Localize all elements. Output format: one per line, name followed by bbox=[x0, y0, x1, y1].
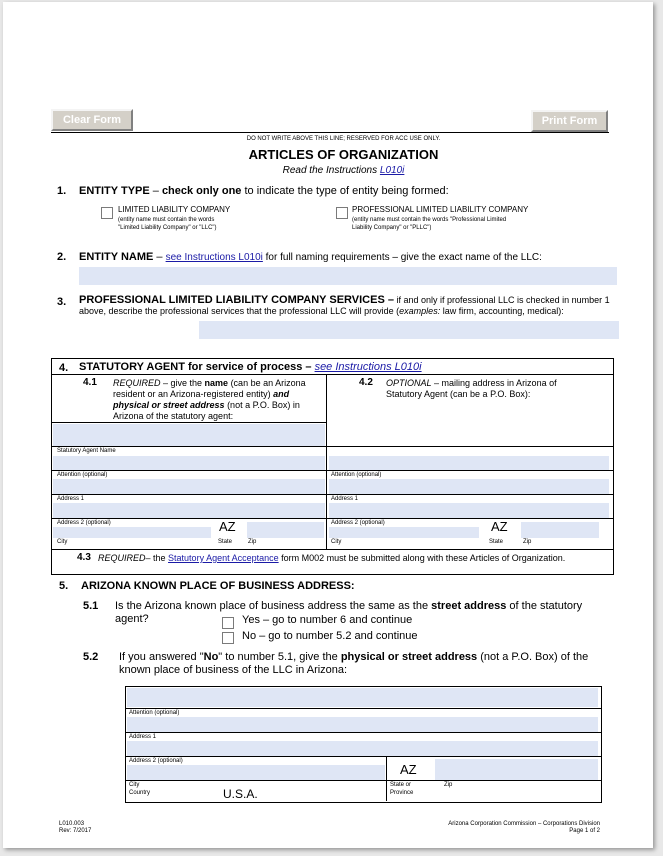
mailing-address1-input[interactable] bbox=[329, 503, 609, 518]
section-5-number: 5. bbox=[59, 580, 69, 592]
section-3-number: 3. bbox=[57, 296, 67, 308]
business-country-value: U.S.A. bbox=[223, 787, 258, 801]
pllc-option-note: (entity name must contain the words "Professional Limited Liability Company" or "PLLC") bbox=[352, 217, 507, 231]
no-checkbox[interactable] bbox=[222, 632, 234, 644]
entity-name-input[interactable] bbox=[79, 267, 617, 285]
pllc-option-title: PROFESSIONAL LIMITED LIABILITY COMPANY bbox=[352, 205, 529, 214]
mailing-zip-label: Zip bbox=[523, 539, 532, 545]
agent-address2-label: Address 2 (optional) bbox=[57, 520, 111, 526]
item-4-3-number: 4.3 bbox=[77, 552, 91, 563]
agent-zip-label: Zip bbox=[248, 539, 257, 545]
rule bbox=[51, 446, 613, 447]
mailing-name-input[interactable] bbox=[329, 456, 609, 470]
business-attention-input[interactable] bbox=[127, 717, 598, 732]
llc-checkbox[interactable] bbox=[101, 207, 113, 219]
mailing-attention-input[interactable] bbox=[329, 479, 609, 494]
professional-services-input[interactable] bbox=[199, 321, 619, 339]
rule bbox=[125, 756, 601, 757]
agent-name-input[interactable] bbox=[53, 424, 325, 446]
page-subtitle: Read the Instructions L010i bbox=[282, 165, 405, 176]
mailing-state-value: AZ bbox=[491, 519, 508, 534]
item-5-1-number: 5.1 bbox=[83, 600, 99, 612]
section-4-number: 4. bbox=[59, 362, 69, 374]
business-address1-input[interactable] bbox=[127, 741, 598, 756]
item-5-1-question: Is the Arizona known place of business address the same as the street address of the statutory agent? bbox=[115, 600, 583, 625]
business-address2-input[interactable] bbox=[127, 765, 385, 780]
instructions-link[interactable]: L010i bbox=[379, 165, 405, 176]
item-5-2-question: If you answered "No" to number 5.1, give the physical or street address (not a P.O. Box) of the known place of business of the LLC in Arizona: bbox=[119, 651, 589, 676]
agent-name-input-2[interactable] bbox=[53, 456, 325, 470]
item-5-2-number: 5.2 bbox=[83, 651, 99, 663]
section-1-heading: ENTITY TYPE – check only one to indicate the type of entity being formed: bbox=[79, 185, 449, 197]
mailing-city-label: City bbox=[331, 539, 342, 545]
section-4-header-rule bbox=[51, 374, 613, 375]
yes-option-label: Yes – go to number 6 and continue bbox=[242, 614, 413, 626]
item-4-3-text: REQUIRED– the Statutory Agent Acceptance form M002 must be submitted along with these Articles of Organization. bbox=[98, 553, 566, 563]
item-4-2-number: 4.2 bbox=[359, 377, 373, 388]
section-2-number: 2. bbox=[57, 251, 67, 263]
mailing-address1-label: Address 1 bbox=[331, 496, 359, 502]
rule bbox=[51, 422, 326, 423]
section-4-heading: STATUTORY AGENT for service of process – see Instructions L010i bbox=[79, 361, 422, 373]
section-1-number: 1. bbox=[57, 185, 67, 197]
item-4-1-number: 4.1 bbox=[83, 377, 97, 388]
item-4-1-text: REQUIRED – give the name (can be an Arizona resident or an Arizona-registered entity) and physical or street address (not a P.O. Box) in Arizona of the statutory agent: bbox=[113, 378, 306, 421]
document-page bbox=[3, 2, 653, 848]
agent-city-input[interactable] bbox=[53, 527, 211, 538]
mailing-address2-label: Address 2 (optional) bbox=[331, 520, 385, 526]
mailing-city-input[interactable] bbox=[329, 527, 479, 538]
rule bbox=[125, 732, 601, 733]
agent-state-label: State bbox=[218, 539, 233, 545]
agent-instructions-link[interactable]: see Instructions L010i bbox=[314, 361, 422, 373]
yes-checkbox[interactable] bbox=[222, 617, 234, 629]
naming-instructions-link[interactable]: see Instructions L010i bbox=[165, 252, 263, 263]
rule bbox=[125, 708, 601, 709]
business-zip-label: Zip bbox=[444, 782, 453, 788]
no-option-label: No – go to number 5.2 and continue bbox=[242, 630, 418, 642]
pllc-checkbox[interactable] bbox=[336, 207, 348, 219]
agent-name-label: Statutory Agent Name bbox=[57, 448, 116, 454]
business-attention-label: Attention (optional) bbox=[129, 710, 180, 716]
llc-option-note: (entity name must contain the words "Limited Liability Company" or "LLC") bbox=[118, 217, 217, 231]
reserved-line bbox=[51, 132, 609, 133]
business-state-value: AZ bbox=[400, 762, 417, 777]
section-5-heading: ARIZONA KNOWN PLACE OF BUSINESS ADDRESS: bbox=[81, 580, 355, 592]
section-2-heading: ENTITY NAME – see Instructions L010i for full naming requirements – give the exact name of the LLC: bbox=[79, 251, 542, 263]
llc-option-title: LIMITED LIABILITY COMPANY bbox=[118, 205, 231, 214]
print-form-button[interactable]: Print Form bbox=[531, 110, 608, 132]
rule bbox=[51, 549, 613, 550]
section-4-divider bbox=[326, 375, 327, 550]
item-4-2-text: OPTIONAL – mailing address in Arizona of Statutory Agent (can be a P.O. Box): bbox=[386, 378, 557, 399]
agent-city-label: City bbox=[57, 539, 68, 545]
business-name-input[interactable] bbox=[127, 688, 598, 707]
section-3-text: PROFESSIONAL LIMITED LIABILITY COMPANY SERVICES – if and only if professional LLC is checked in number 1 above, describe the professional services that the professional LLC will provide (examples: law firm, accounting, medical): bbox=[79, 294, 610, 316]
clear-form-button[interactable]: Clear Form bbox=[51, 109, 133, 131]
business-state-label: State or Province bbox=[390, 782, 414, 796]
form-code: L010.003 bbox=[59, 821, 85, 827]
footer-page-number: Page 1 of 2 bbox=[569, 828, 600, 834]
business-city-label: City bbox=[129, 782, 140, 788]
mailing-zip-input[interactable] bbox=[521, 522, 599, 538]
form-revision: Rev: 7/2017 bbox=[59, 828, 92, 834]
agent-attention-label: Attention (optional) bbox=[57, 472, 108, 478]
business-country-label: Country bbox=[129, 790, 151, 796]
mailing-state-label: State bbox=[489, 539, 504, 545]
rule bbox=[386, 756, 387, 801]
agent-state-value: AZ bbox=[219, 519, 236, 534]
page-title: ARTICLES OF ORGANIZATION bbox=[248, 147, 439, 162]
agent-acceptance-link[interactable]: Statutory Agent Acceptance bbox=[168, 553, 279, 563]
mailing-attention-label: Attention (optional) bbox=[331, 472, 382, 478]
agent-attention-input[interactable] bbox=[53, 479, 325, 494]
business-address2-label: Address 2 (optional) bbox=[129, 758, 183, 764]
business-address1-label: Address 1 bbox=[129, 734, 157, 740]
agent-address1-input[interactable] bbox=[53, 503, 325, 518]
footer-agency: Arizona Corporation Commission – Corporations Division bbox=[448, 821, 600, 827]
reserved-note: DO NOT WRITE ABOVE THIS LINE; RESERVED FOR ACC USE ONLY. bbox=[246, 136, 441, 142]
business-zip-input[interactable] bbox=[435, 759, 598, 780]
rule bbox=[125, 780, 601, 781]
agent-zip-input[interactable] bbox=[247, 522, 324, 538]
agent-address1-label: Address 1 bbox=[57, 496, 85, 502]
